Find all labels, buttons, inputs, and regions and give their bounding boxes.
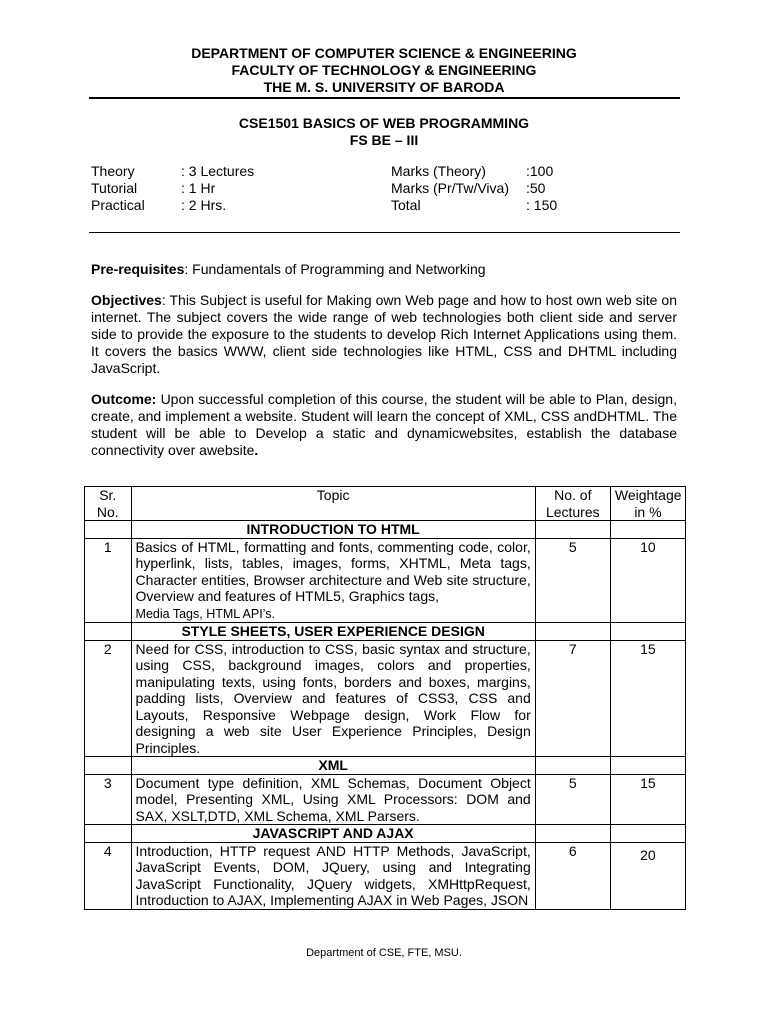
outcome-end: . [254,442,259,458]
lectures-count: 7 [535,640,610,757]
table-row [85,538,686,623]
topic-text: Document type definition, XML Schemas, Document Object model, Presenting XML, Using XML Processors: DOM and SAX, XSLT,DTD, XML Schema, XML Parsers. [131,774,535,825]
outcome [91,391,677,459]
topic-extra: Media Tags, HTML API’s. [135,606,275,621]
topic-text [131,538,535,623]
lectures-count: 5 [535,774,610,825]
topic-text: Introduction, HTTP request AND HTTP Methods, JavaScript, JavaScript Events, DOM, JQuery, using and Integrating JavaScript Functionality, JQuery widgets, XMHttpRequest, Introduction to AJAX, Implementing AJAX in Web Pages, JSON [131,842,535,909]
university-name: THE M. S. UNIVERSITY OF BARODA [263,79,505,95]
prerequisites [91,261,677,278]
meta-key: Tutorial [91,180,138,196]
course-title-block [0,115,768,149]
page-footer: Department of CSE, FTE, MSU. [306,947,462,959]
sr-no: 3 [85,774,132,825]
faculty-name: FACULTY OF TECHNOLOGY & ENGINEERING [231,62,537,78]
section-title-row [85,757,686,775]
meta-value: : 2 Hrs. [181,197,227,213]
weightage-value: 20 [610,842,685,909]
syllabus-table [84,486,686,910]
section-title-row [85,825,686,843]
section-title: JAVASCRIPT AND AJAX [131,825,535,843]
lectures-count: 5 [535,538,610,623]
meta-value: :100 [526,163,554,179]
objectives [91,292,677,377]
section-title: XML [131,757,535,775]
lectures-count: 6 [535,842,610,909]
prerequisites-label: Pre-requisites [91,261,185,277]
meta-key: Marks (Pr/Tw/Viva) [391,180,509,196]
meta-divider [89,232,680,233]
topic-text: Need for CSS, introduction to CSS, basic syntax and structure, using CSS, background images, colors and properties, manipulating texts, using fonts, borders and boxes, margins, padding lists, Overview and features of CSS3, CSS and Layouts, Responsive Webpage design, Work Flow for designing a web site User Experience Principles, Design Principles. [131,640,535,757]
outcome-text: Upon successful completion of this course, the student will be able to Plan, design, create, and implement a website. Student will learn the concept of XML, CSS andDHTML. The student will be able to Develop a static and dynamicwebsites, establish the database connectivity over awebsite [91,391,677,458]
section-title: INTRODUCTION TO HTML [131,521,535,539]
section-title-row [85,623,686,641]
header-lectures: No. of Lectures [535,487,610,521]
weightage-value: 10 [610,538,685,623]
weightage-value: 15 [610,640,685,757]
meta-key: Marks (Theory) [391,163,486,179]
header-divider [89,97,680,99]
section-title-row [85,521,686,539]
objectives-label: Objectives [91,292,162,308]
meta-key: Total [391,197,421,213]
objectives-text: : This Subject is useful for Making own Web page and how to host own web site on internet. The subject covers the wide range of web technologies both client side and server side to provide the exposure to the students to develop Rich Internet Applications using them. It covers the basics WWW, client side technologies like HTML, CSS and DHTML including JavaScript. [91,292,677,376]
meta-value: : 1 Hr [181,180,216,196]
document-header [0,45,768,96]
department-name: DEPARTMENT OF COMPUTER SCIENCE & ENGINEERING [191,45,577,61]
course-code-title: CSE1501 BASICS OF WEB PROGRAMMING [238,115,530,131]
topic-main: Basics of HTML, formatting and fonts, commenting code, color, hyperlink, lists, tables, images, forms, XHTML, Meta tags, Character entities, Browser architecture and Web site structure, Overview and features of HTML5, Graphics tags, [135,538,531,604]
sr-no: 4 [85,842,132,909]
meta-value: : 150 [526,197,558,213]
meta-value: :50 [526,180,546,196]
marks-info [391,163,557,214]
prerequisites-text: : Fundamentals of Programming and Networking [184,261,486,277]
sr-no: 2 [85,640,132,757]
meta-key: Practical [91,197,145,213]
outcome-label: Outcome: [91,391,157,407]
header-topic: Topic [131,487,535,521]
table-row [85,774,686,825]
meta-value: : 3 Lectures [181,163,255,179]
table-row [85,842,686,909]
table-row [85,640,686,757]
header-weightage: Weightage in % [610,487,685,521]
table-header-row [85,487,686,521]
hours-info [91,163,254,214]
header-sr-no: Sr. No. [85,487,132,521]
course-semester: FS BE – III [349,132,419,148]
weightage-value: 15 [610,774,685,825]
section-title: STYLE SHEETS, USER EXPERIENCE DESIGN [131,623,535,641]
sr-no: 1 [85,538,132,623]
meta-key: Theory [91,163,135,179]
